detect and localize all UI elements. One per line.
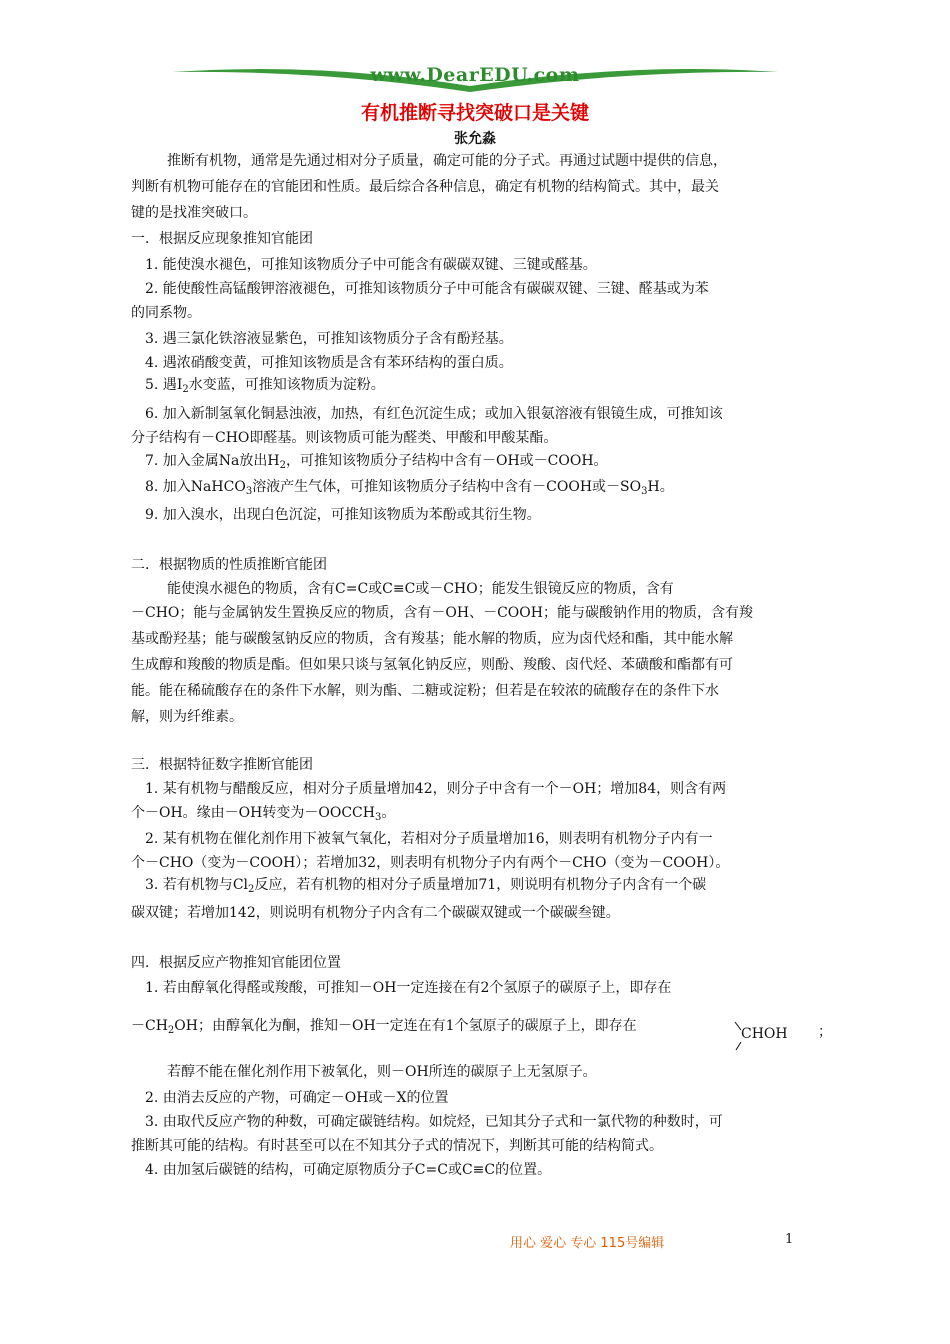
- item-text: 5. 遇: [145, 377, 177, 393]
- paragraph-line: 2. 某有机物在催化剂作用下被氧气氧化，若相对分子质量增加16，则表明有机物分子内有一: [145, 831, 713, 847]
- page-number: 1: [785, 1232, 794, 1247]
- list-item: [145, 477, 835, 502]
- list-item: 6. 加入新制氢氧化铜悬浊液，加热，有红色沉淀生成；或加入银氨溶液有银镜生成，可推知该: [145, 406, 723, 422]
- page-title: 有机推断寻找突破口是关键: [360, 102, 589, 124]
- item-text: OH；由醇氧化为酮，推知－OH一定连在有1个氢原子的碳原子上，即存在: [174, 1018, 637, 1034]
- paragraph-line: [131, 1016, 731, 1041]
- list-item: [145, 451, 835, 476]
- paragraph-line: 基或酚羟基；能与碳酸氢钠反应的物质，含有羧基；能水解的物质，应为卤代烃和酯，其中能水解: [131, 631, 733, 647]
- item-text: 溶液产生气体，可推知该物质分子结构中含有－COOH或－SO: [252, 479, 642, 495]
- paragraph-line: 碳双键；若增加142，则说明有机物分子内含有二个碳碳双键或一个碳碳叁键。: [131, 905, 620, 921]
- paragraph-line: 若醇不能在催化剂作用下被氧化，则－OH所连的碳原子上无氢原子。: [167, 1064, 597, 1080]
- punctuation: ；: [818, 1024, 832, 1040]
- intro-line: 判断有机物可能存在的官能团和性质。最后综合各种信息，确定有机物的结构简式。其中，最关: [131, 179, 719, 195]
- formula-text: I: [176, 377, 183, 393]
- formula-text: Cl: [232, 877, 249, 893]
- paragraph-line: 2. 由消去反应的产物，可确定－OH或－X的位置: [145, 1090, 449, 1106]
- list-item: 3. 遇三氯化铁溶液显紫色，可推知该物质分子含有酚羟基。: [145, 331, 513, 347]
- item-text: H。: [647, 479, 674, 495]
- subscript: 2: [248, 884, 255, 895]
- item-text: 反应，若有机物的相对分子质量增加71，则说明有机物分子内含有一个碳: [254, 877, 707, 893]
- item-text: 7. 加入金属Na放出: [145, 453, 268, 469]
- paragraph-line: 3. 由取代反应产物的种数，可确定碳链结构。如烷烃，已知其分子式和一氯代物的种数时，可: [145, 1114, 723, 1130]
- subscript: 2: [279, 460, 286, 471]
- paragraph-line: [145, 875, 835, 900]
- choh-structure: [733, 1020, 803, 1054]
- section-heading: 一．根据反应现象推知官能团: [131, 231, 313, 247]
- item-text: ，可推知该物质分子结构中含有－OH或－COOH。: [286, 453, 608, 469]
- header-banner: [170, 62, 780, 96]
- list-item: 9. 加入溴水，出现白色沉淀，可推知该物质为苯酚或其衍生物。: [145, 507, 541, 523]
- paragraph-line: [131, 803, 821, 828]
- paragraph-line: 1. 若由醇氧化得醛或羧酸，可推知－OH一定连接在有2个氢原子的碳原子上，即存在: [145, 980, 672, 996]
- paragraph-line: 4. 由加氢后碳链的结构，可确定原物质分子C=C或C≡C的位置。: [145, 1162, 552, 1178]
- list-item: 分子结构有－CHO即醛基。则该物质可能为醛类、甲酸和甲酸某酯。: [131, 430, 558, 446]
- paragraph-line: 解，则为纤维素。: [131, 709, 243, 725]
- paragraph-line: －CHO；能与金属钠发生置换反应的物质，含有－OH、－COOH；能与碳酸钠作用的物质，含有羧: [131, 605, 753, 621]
- paragraph-line: 能。能在稀硫酸存在的条件下水解，则为酯、二糖或淀粉；但若是在较浓的硫酸存在的条件下水: [131, 683, 719, 699]
- item-text: 8. 加入NaHCO: [145, 479, 246, 495]
- choh-text: CHOH: [741, 1026, 788, 1042]
- intro-line: 键的是找准突破口。: [131, 205, 257, 221]
- paragraph-line: 推断其可能的结构。有时甚至可以在不知其分子式的情况下，判断其可能的结构简式。: [131, 1138, 663, 1154]
- item-text: 3. 若有机物与: [145, 877, 233, 893]
- subscript: 3: [245, 486, 253, 497]
- list-item: 的同系物。: [131, 305, 201, 321]
- item-text: 。: [381, 805, 396, 821]
- section-heading: 三．根据特征数字推断官能团: [131, 757, 313, 773]
- section-heading: 二．根据物质的性质推断官能团: [131, 557, 327, 573]
- paragraph-line: 能使溴水褪色的物质，含有C=C或C≡C或－CHO；能发生银镜反应的物质，含有: [167, 581, 674, 597]
- subscript: 2: [167, 1025, 175, 1036]
- intro-line: 推断有机物，通常是先通过相对分子质量，确定可能的分子式。再通过试题中提供的信息，: [167, 153, 727, 169]
- subscript: 2: [182, 384, 189, 395]
- subscript: 3: [374, 812, 382, 823]
- author: 张允淼: [454, 131, 496, 147]
- paragraph-line: 生成醇和羧酸的物质是酯。但如果只谈与氢氧化钠反应，则酚、羧酸、卤代烃、苯磺酸和酯都有可: [131, 657, 733, 673]
- site-logo-text: www.DearEDU.com: [370, 64, 580, 86]
- formula-text: H: [267, 453, 280, 469]
- item-text: 水变蓝，可推知该物质为淀粉。: [188, 377, 385, 393]
- item-text: 个－OH。缘由－OH转变为－OOCCH: [131, 805, 375, 821]
- list-item: 2. 能使酸性高锰酸钾溶液褪色，可推知该物质分子中可能含有碳碳双键、三键、醛基或为苯: [145, 281, 709, 297]
- formula-text: －CH: [131, 1018, 168, 1034]
- footer-text: 用心 爱心 专心 115号编辑: [510, 1236, 665, 1251]
- paragraph-line: 1. 某有机物与醋酸反应，相对分子质量增加42，则分子中含有一个－OH；增加84，则含有两: [145, 781, 727, 797]
- subscript: 3: [641, 486, 648, 497]
- paragraph-line: 个－CHO（变为－COOH）；若增加32，则表明有机物分子内有两个－CHO（变为－COOH）。: [131, 855, 730, 871]
- list-item: [145, 375, 835, 400]
- list-item: 4. 遇浓硝酸变黄，可推知该物质是含有苯环结构的蛋白质。: [145, 355, 513, 371]
- section-heading: 四．根据反应产物推知官能团位置: [131, 955, 341, 971]
- list-item: 1. 能使溴水褪色，可推知该物质分子中可能含有碳碳双键、三键或醛基。: [145, 257, 597, 273]
